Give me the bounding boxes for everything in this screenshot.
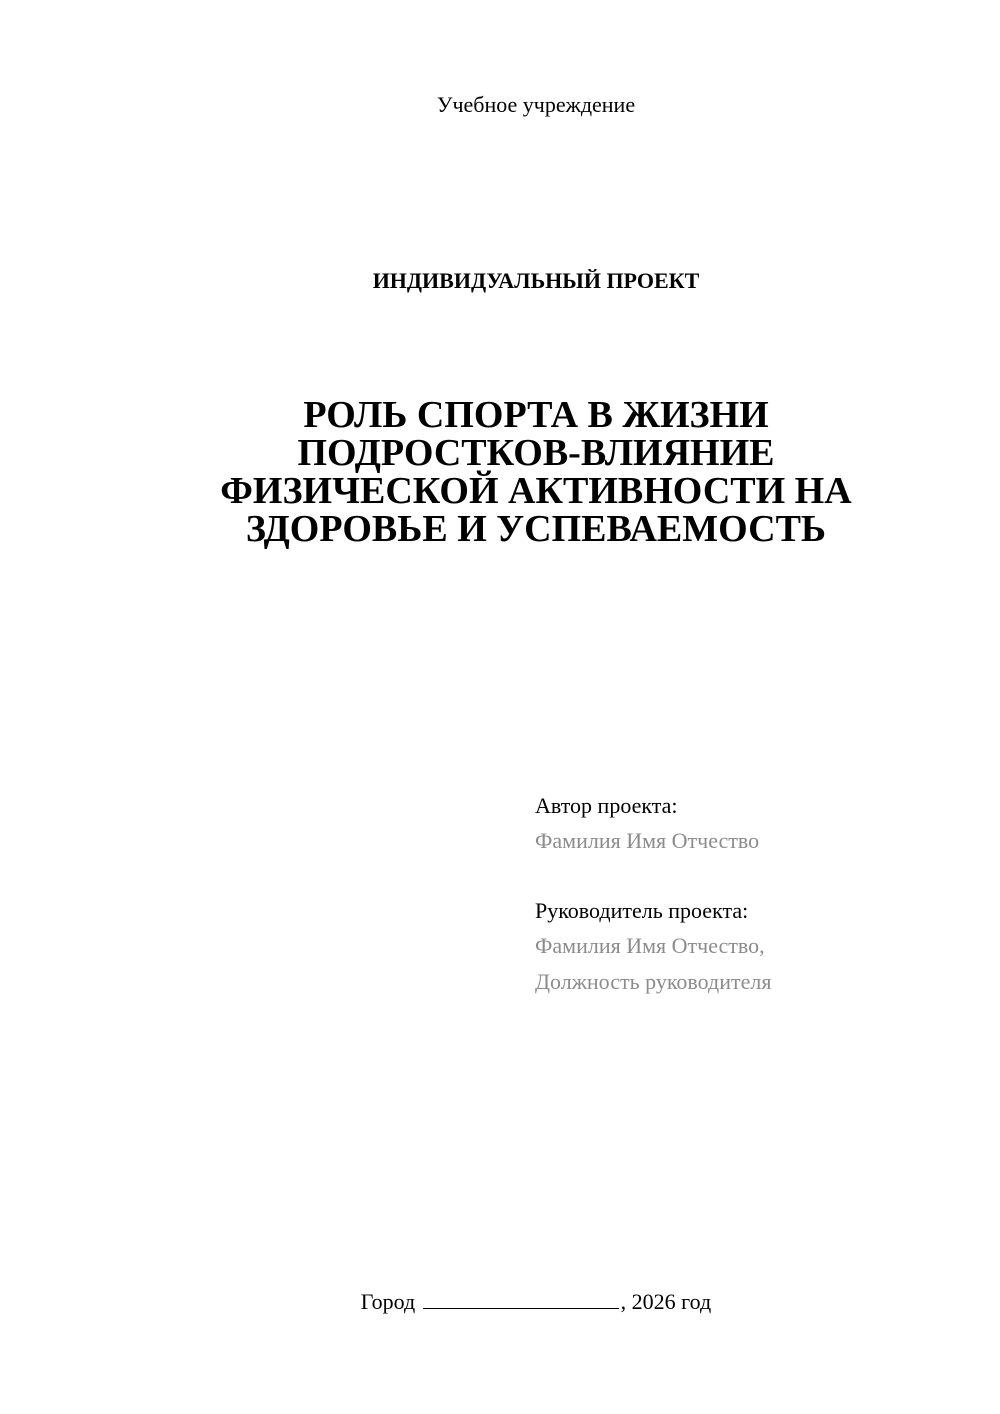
project-title [150, 396, 922, 548]
title-line: РОЛЬ СПОРТА В ЖИЗНИ [303, 394, 769, 436]
supervisor-label: Руководитель проекта: [535, 898, 749, 923]
supervisor-position: Должность руководителя [535, 969, 772, 994]
author-name: Фамилия Имя Отчество [535, 828, 760, 853]
document-type: ИНДИВИДУАЛЬНЫЙ ПРОЕКТ [372, 268, 700, 293]
title-line: ФИЗИЧЕСКОЙ АКТИВНОСТИ НА [220, 470, 852, 512]
city-year-line [0, 1288, 1000, 1315]
title-line: ПОДРОСТКОВ-ВЛИЯНИЕ [297, 432, 775, 474]
city-label: Город [360, 1289, 416, 1314]
city-blank-underline [423, 1288, 619, 1309]
year-text: , 2026 год [620, 1289, 712, 1314]
credits-block [535, 788, 975, 1000]
title-line: ЗДОРОВЬЕ И УСПЕВАЕМОСТЬ [245, 508, 827, 550]
author-label: Автор проекта: [535, 793, 678, 818]
institution-name: Учебное учреждение [436, 92, 636, 117]
spacer [535, 859, 975, 893]
supervisor-name: Фамилия Имя Отчество, [535, 933, 765, 958]
